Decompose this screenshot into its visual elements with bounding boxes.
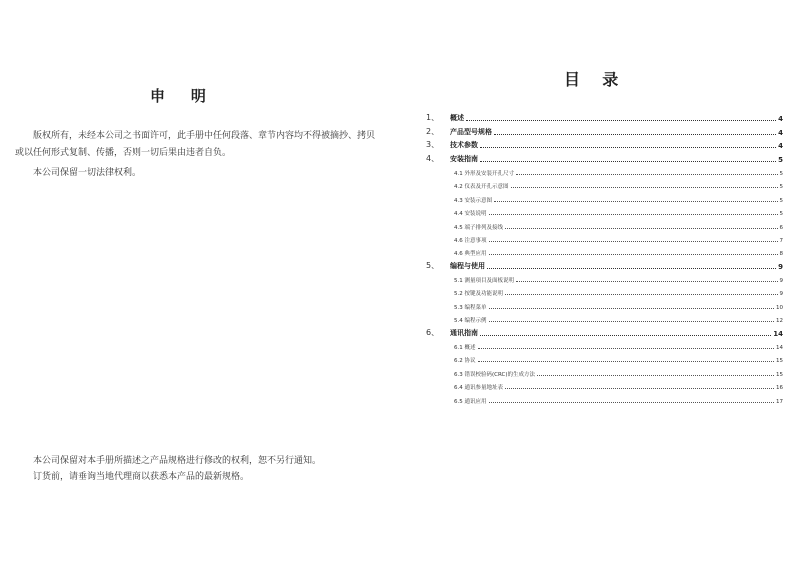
- toc-entry-page: 9: [779, 291, 783, 298]
- toc-leader-dots: [489, 321, 775, 322]
- toc-entry-page: 4: [778, 128, 783, 137]
- toc-leader-dots: [489, 241, 778, 242]
- declaration-page: [0, 0, 396, 574]
- toc-leader-dots: [478, 348, 775, 349]
- toc-entry-label: 4.6 典型应用: [454, 251, 487, 258]
- toc-chapter-entry: [426, 150, 783, 163]
- toc-entry-page: 15: [776, 371, 783, 378]
- toc-leader-dots: [489, 402, 775, 403]
- toc-leader-dots: [505, 388, 774, 389]
- toc-section-entry: [426, 284, 783, 297]
- toc-chapter-entry: [426, 110, 783, 123]
- toc-leader-dots: [505, 294, 778, 295]
- toc-chapter-entry: [426, 324, 783, 337]
- toc-leader-dots: [494, 201, 778, 202]
- copyright-paragraph: [15, 128, 377, 162]
- toc-entry-page: 16: [776, 385, 783, 392]
- toc-section-entry: [426, 297, 783, 310]
- rights-paragraph: 本公司保留一切法律权利。: [33, 168, 142, 178]
- toc-entry-page: 5: [779, 184, 783, 191]
- toc-leader-dots: [489, 254, 778, 255]
- toc-entry-page: 7: [779, 237, 783, 244]
- toc-entry-label: 4.5 端子排列及接线: [454, 224, 503, 231]
- toc-title: 目 录: [564, 70, 619, 89]
- toc-entry-number: 6、: [426, 327, 440, 337]
- toc-entry-page: 14: [773, 329, 783, 338]
- toc-entry-label: 6.1 概述: [454, 345, 476, 352]
- toc-leader-dots: [494, 134, 776, 135]
- toc-entry-label: 4.6 注意事项: [454, 237, 487, 244]
- toc-leader-dots: [489, 214, 778, 215]
- toc-entry-label: 4.4 安装说明: [454, 211, 487, 218]
- toc-entry-label: 6.2 协议: [454, 358, 476, 365]
- toc-leader-dots: [480, 147, 776, 148]
- toc-entry-label: 概述: [450, 114, 464, 123]
- toc-section-entry: [426, 231, 783, 244]
- toc-chapter-entry: [426, 257, 783, 270]
- toc-leader-dots: [516, 174, 778, 175]
- toc-chapter-entry: [426, 123, 783, 136]
- toc-leader-dots: [480, 335, 771, 336]
- toc-entry-page: 8: [779, 251, 783, 258]
- toc-entry-label: 6.4 通讯参量地址表: [454, 385, 503, 392]
- toc-leader-dots: [487, 268, 776, 269]
- toc-chapter-entry: [426, 137, 783, 150]
- toc-entry-page: 9: [779, 278, 783, 285]
- toc-entry-page: 5: [779, 211, 783, 218]
- toc-section-entry: [426, 244, 783, 257]
- toc-entry-label: 4.3 安装示意图: [454, 197, 492, 204]
- toc-entry-page: 12: [776, 318, 783, 325]
- toc-section-entry: [426, 204, 783, 217]
- toc-entry-number: 4、: [426, 153, 440, 163]
- toc-leader-dots: [478, 361, 775, 362]
- toc-entry-label: 6.3 错误校验码(CRC)的生成方法: [454, 371, 536, 378]
- toc-entry-label: 编程与使用: [450, 261, 485, 270]
- toc-list: [426, 110, 783, 405]
- toc-leader-dots: [505, 228, 778, 229]
- toc-entry-page: 4: [778, 142, 783, 151]
- toc-entry-label: 产品型号规格: [450, 127, 492, 136]
- toc-entry-page: 9: [778, 262, 783, 271]
- toc-entry-page: 5: [778, 155, 783, 164]
- toc-entry-page: 14: [776, 345, 783, 352]
- toc-leader-dots: [511, 187, 778, 188]
- toc-section-entry: [426, 364, 783, 377]
- toc-entry-page: 4: [778, 115, 783, 124]
- toc-leader-dots: [480, 161, 776, 162]
- copyright-text: 版权所有，未经本公司之书面许可，此手册中任何段落、章节内容均不得被摘抄、拷贝或以任何形式复制、传播，否则一切后果由违者自负。: [15, 131, 376, 158]
- toc-leader-dots: [537, 375, 774, 376]
- toc-entry-label: 安装指南: [450, 154, 478, 163]
- toc-entry-page: 6: [779, 224, 783, 231]
- toc-entry-label: 5.4 编程示例: [454, 318, 487, 325]
- toc-section-entry: [426, 190, 783, 203]
- toc-entry-number: 2、: [426, 126, 440, 136]
- toc-page: [396, 0, 793, 574]
- toc-entry-label: 通讯指南: [450, 328, 478, 337]
- toc-entry-page: 15: [776, 358, 783, 365]
- toc-entry-label: 技术参数: [450, 141, 478, 150]
- toc-leader-dots: [489, 308, 775, 309]
- toc-leader-dots: [516, 281, 778, 282]
- toc-entry-label: 5.3 编程菜单: [454, 304, 487, 311]
- toc-leader-dots: [466, 120, 776, 121]
- toc-entry-page: 5: [779, 170, 783, 177]
- toc-entry-label: 4.1 外形及安装开孔尺寸: [454, 170, 514, 177]
- toc-entry-label: 5.1 测量项目及面板说明: [454, 278, 514, 285]
- toc-section-entry: [426, 338, 783, 351]
- toc-entry-page: 10: [776, 304, 783, 311]
- toc-entry-page: 5: [779, 197, 783, 204]
- ordering-paragraph: 订货前，请垂询当地代理商以获悉本产品的最新规格。: [33, 472, 250, 482]
- declaration-title: 申 明: [150, 87, 207, 105]
- toc-entry-label: 4.2 仪表及开孔示意图: [454, 184, 509, 191]
- toc-section-entry: [426, 164, 783, 177]
- toc-section-entry: [426, 271, 783, 284]
- toc-section-entry: [426, 311, 783, 324]
- toc-entry-number: 3、: [426, 140, 440, 150]
- toc-entry-number: 1、: [426, 113, 440, 123]
- toc-entry-label: 6.5 通讯应用: [454, 398, 487, 405]
- toc-entry-label: 5.2 按键及功能说明: [454, 291, 503, 298]
- toc-section-entry: [426, 391, 783, 404]
- toc-section-entry: [426, 351, 783, 364]
- toc-section-entry: [426, 177, 783, 190]
- toc-entry-number: 5、: [426, 260, 440, 270]
- toc-section-entry: [426, 217, 783, 230]
- toc-entry-page: 17: [776, 398, 783, 405]
- spec-change-paragraph: 本公司保留对本手册所描述之产品规格进行修改的权利，恕不另行通知。: [33, 456, 322, 466]
- toc-section-entry: [426, 378, 783, 391]
